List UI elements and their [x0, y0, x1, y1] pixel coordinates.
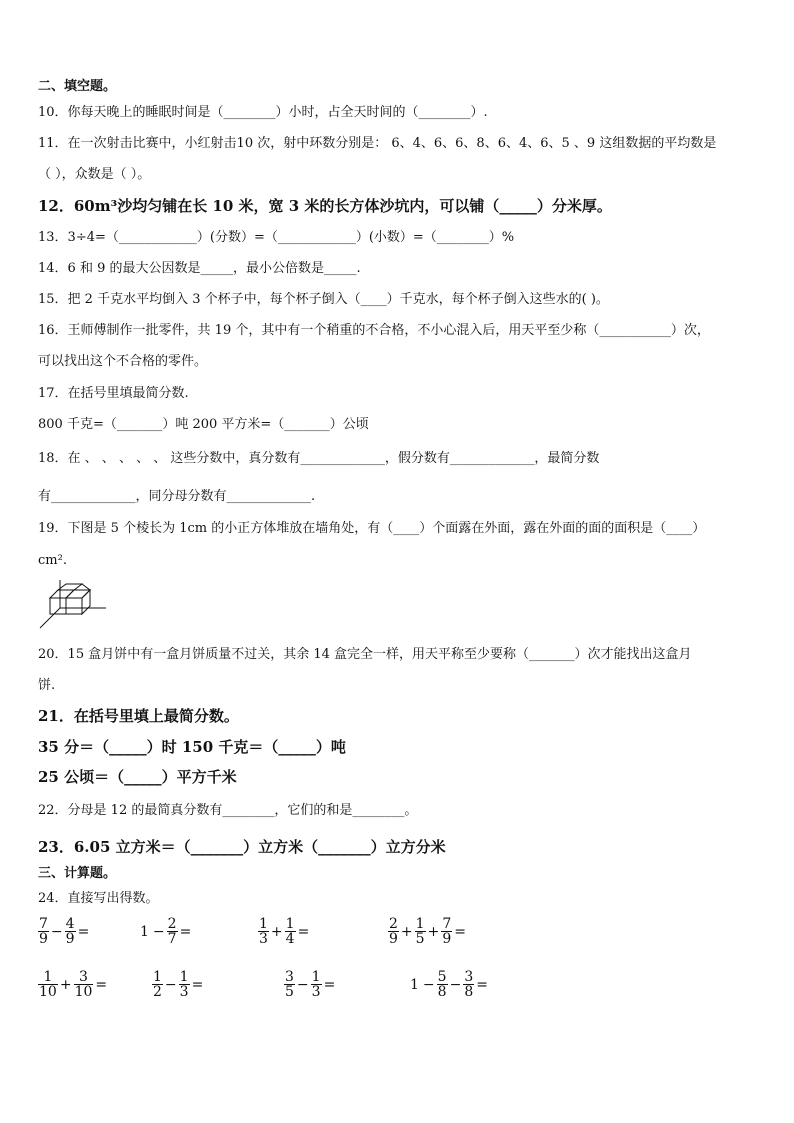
question-22: 22．分母是 12 的最简真分数有________，它们的和是________。 [38, 803, 418, 818]
question-21-line2: 35 分＝（_____）时 150 千克＝（_____）吨 [38, 738, 346, 756]
calc-expression-6: $\frac{1}{2}$ − $\frac{1}{3}$ = [153, 969, 204, 1000]
question-14: 14．6 和 9 的最大公因数是_____，最小公倍数是_____. [38, 261, 361, 276]
question-11-line1: 11．在一次射击比赛中，小红射击10 次，射中环数分别是： 6、4、6、6、8、6、4、6、5 、9 这组数据的平均数是 [38, 136, 717, 151]
question-19-line2: cm². [38, 553, 67, 568]
question-21: 21．在括号里填上最简分数。 [38, 707, 239, 725]
calc-expression-8: 1 − $\frac{5}{8}$ − $\frac{3}{8}$ = [410, 969, 488, 1000]
question-17-items: 800 千克=（_______）吨 200 平方米=（_______）公顷 [38, 417, 369, 432]
cube-stack-figure [36, 580, 108, 632]
question-17: 17．在括号里填最简分数. [38, 386, 189, 401]
question-15: 15．把 2 千克水平均倒入 3 个杯子中，每个杯子倒入（____）千克水，每个杯子倒入这些水的( )。 [38, 292, 609, 307]
section-2-heading: 二、填空题。 [38, 79, 117, 94]
question-12: 12．60m³沙均匀铺在长 10 米，宽 3 米的长方体沙坑内，可以铺（_____）分米厚。 [38, 197, 612, 215]
question-18-line2: 有_____________，同分母分数有_____________. [38, 489, 316, 504]
calc-expression-5: $\frac{1}{10}$ + $\frac{3}{10}$ = [39, 969, 108, 1000]
question-21-line3: 25 公顷＝（_____）平方千米 [38, 768, 237, 786]
question-23: 23．6.05 立方米＝（_______）立方米（_______）立方分米 [38, 838, 446, 856]
question-10: 10．你每天晚上的睡眠时间是（________）小时，占全天时间的（________）. [38, 105, 488, 120]
calc-expression-1: $\frac{7}{9}$ − $\frac{4}{9}$ = [39, 916, 90, 947]
calc-expression-3: $\frac{1}{3}$ + $\frac{1}{4}$ = [259, 916, 310, 947]
question-19-line1: 19．下图是 5 个棱长为 1cm 的小正方体堆放在墙角处，有（____）个面露在外面，露在外面的面的面积是（____） [38, 521, 706, 536]
question-20-line1: 20．15 盒月饼中有一盒月饼质量不过关，其余 14 盒完全一样，用天平称至少要称（_______）次才能找出这盒月 [38, 647, 692, 662]
question-11-line2: （ ），众数是（ ）。 [38, 167, 151, 182]
question-20-line2: 饼. [38, 678, 56, 693]
calc-expression-7: $\frac{3}{5}$ − $\frac{1}{3}$ = [285, 969, 336, 1000]
calc-expression-2: 1 − $\frac{2}{7}$ = [140, 916, 192, 947]
question-13: 13．3÷4=（____________）(分数）=（____________）(小数）=（________）% [38, 230, 515, 245]
question-16-line2: 可以找出这个不合格的零件。 [38, 354, 208, 369]
question-18-line1: 18．在 、 、 、 、 、 这些分数中，真分数有_____________，假分数有_____________，最简分数 [38, 451, 600, 466]
section-3-heading: 三、计算题。 [38, 866, 117, 881]
question-16-line1: 16．王师傅制作一批零件，共 19 个，其中有一个稍重的不合格，不小心混入后，用天平至少称（___________）次， [38, 323, 710, 338]
calc-expression-4: $\frac{2}{9}$ + $\frac{1}{5}$ + $\frac{7}{9}$ = [389, 916, 466, 947]
question-24: 24．直接写出得数。 [38, 891, 159, 906]
